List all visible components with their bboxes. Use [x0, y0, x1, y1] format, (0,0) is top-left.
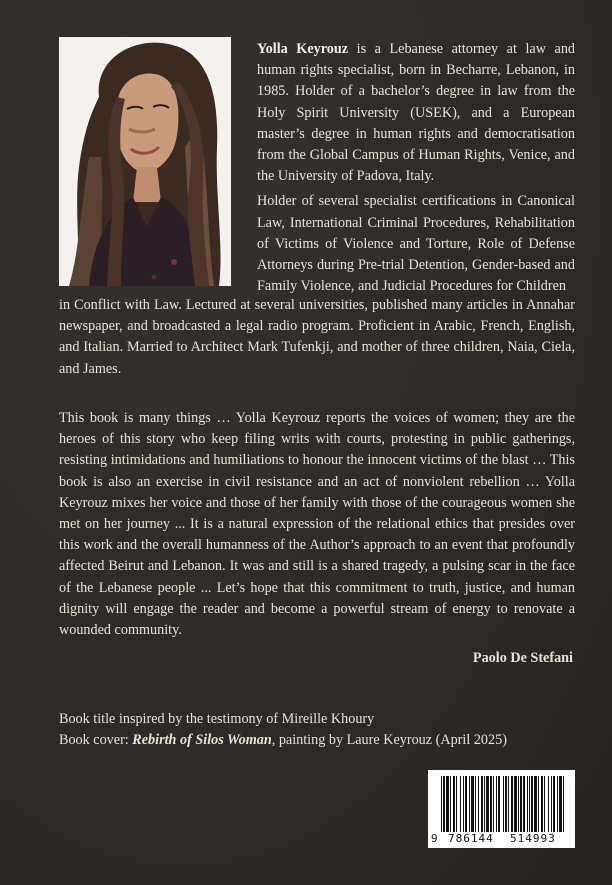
- barcode-bar: [496, 776, 497, 832]
- cover-credit-prefix: Book cover:: [59, 732, 133, 748]
- barcode-bar: [498, 776, 500, 832]
- quote-attribution: Paolo De Stefani: [472, 650, 573, 666]
- barcode-bar: [490, 776, 492, 832]
- barcode-bar: [529, 776, 530, 832]
- barcode-bar: [514, 776, 517, 832]
- barcode-bar: [505, 776, 507, 832]
- barcode-bar: [443, 776, 445, 832]
- barcode-bar: [441, 776, 442, 832]
- barcode-bar: [563, 776, 564, 832]
- barcode-bar: [520, 776, 522, 832]
- cover-painting-title: Rebirth of Silos Woman: [132, 732, 272, 748]
- title-credit: Book title inspired by the testimony of Mireille Khoury: [59, 711, 375, 727]
- bio-paragraph-2: Holder of several specialist certifications in Canonical Law, International Criminal Procedures, Rehabilitation of Victims of Violence and Torture, Role of Defense Attorneys during Pre-trial Detention, Gender-based and Family Violence, and Judicial Procedures for Children: [257, 193, 575, 295]
- barcode-bar: [511, 776, 513, 832]
- bio-paragraph-2-continued: in Conflict with Law. Lectured at several universities, published many articles in Annahar newspaper, and broadcasted a legal radio program. Proficient in Arabic, French, English, and Italian. Married to Architect Mark Tufenkji, and mother of three children, Naia, Ciela, and James.: [59, 297, 575, 377]
- endorsement-quote: This book is many things … Yolla Keyrouz reports the voices of women; they are the heroes of this story who keep filing writs with courts, protesting in public gatherings, resisting intimidations and humiliations to honour the innocent victims of the blast … This book is also an exercise in civil resistance and an act of nonviolent rebellion … Yolla Keyrouz mixes her voice and those of her family with those of the courageous women she met on her journey ... It is a natural expression of the relational ethics that presides over this work and the overall humanness of the Author’s approach to an event that profoundly affected Beirut and Lebanon. It was and still is a shared tragedy, a pulsing scar in the face of the Lebanese people ... Let’s hope that this commitment to truth, justice, and human dignity will engage the reader and become a powerful stream of energy to renovate a wounded community.: [59, 410, 575, 639]
- author-name: Yolla Keyrouz: [257, 41, 349, 57]
- barcode-bar: [523, 776, 525, 832]
- barcode-group-1: 786144: [448, 832, 494, 845]
- barcode-bar: [469, 776, 470, 832]
- barcode-bar: [503, 776, 504, 832]
- barcode-bar: [548, 776, 549, 832]
- barcode-bar: [471, 776, 474, 832]
- bio-paragraph-1-text: is a Lebanese attorney at law and human rights specialist, born in Becharre, Lebanon, in 1985. Holder of a bachelor’s degree in law from the Holy Spirit University (USEK), and a European master’s degree in human rights and democratisation from the Global Campus of Human Rights, Venice, and the University of Padova, Italy.: [257, 41, 576, 185]
- barcode-bar: [481, 776, 483, 832]
- barcode-bar: [453, 776, 455, 832]
- book-credits: [59, 709, 579, 751]
- barcode-bar: [538, 776, 539, 832]
- barcode-bar: [478, 776, 479, 832]
- barcode-bar: [493, 776, 494, 832]
- barcode-bar: [551, 776, 552, 832]
- barcode-bar: [484, 776, 485, 832]
- barcode-bar: [527, 776, 528, 832]
- barcode-bar: [463, 776, 464, 832]
- barcode-bar: [475, 776, 476, 832]
- barcode-bar: [446, 776, 449, 832]
- barcode-group-2: 514993: [510, 832, 556, 845]
- isbn-barcode: [428, 770, 575, 848]
- author-bio-top: [257, 39, 575, 301]
- barcode-bar: [557, 776, 558, 832]
- barcode-first-digit: 9: [431, 832, 439, 845]
- barcode-bar: [534, 776, 537, 832]
- barcode-bar: [508, 776, 509, 832]
- barcode-bar: [559, 776, 562, 832]
- barcode-bar: [460, 776, 461, 832]
- barcode-bar: [544, 776, 545, 832]
- barcode-bar: [456, 776, 457, 832]
- barcode-bar: [450, 776, 451, 832]
- cover-credit: [59, 730, 579, 751]
- barcode-bar: [486, 776, 489, 832]
- bio-paragraph-1: [257, 39, 575, 187]
- barcode-bar: [541, 776, 543, 832]
- barcode-bar: [465, 776, 467, 832]
- barcode-bar: [518, 776, 519, 832]
- barcode-bar: [553, 776, 555, 832]
- author-photo: [59, 37, 231, 286]
- cover-credit-suffix: , painting by Laure Keyrouz (April 2025): [271, 732, 507, 748]
- barcode-bar: [531, 776, 533, 832]
